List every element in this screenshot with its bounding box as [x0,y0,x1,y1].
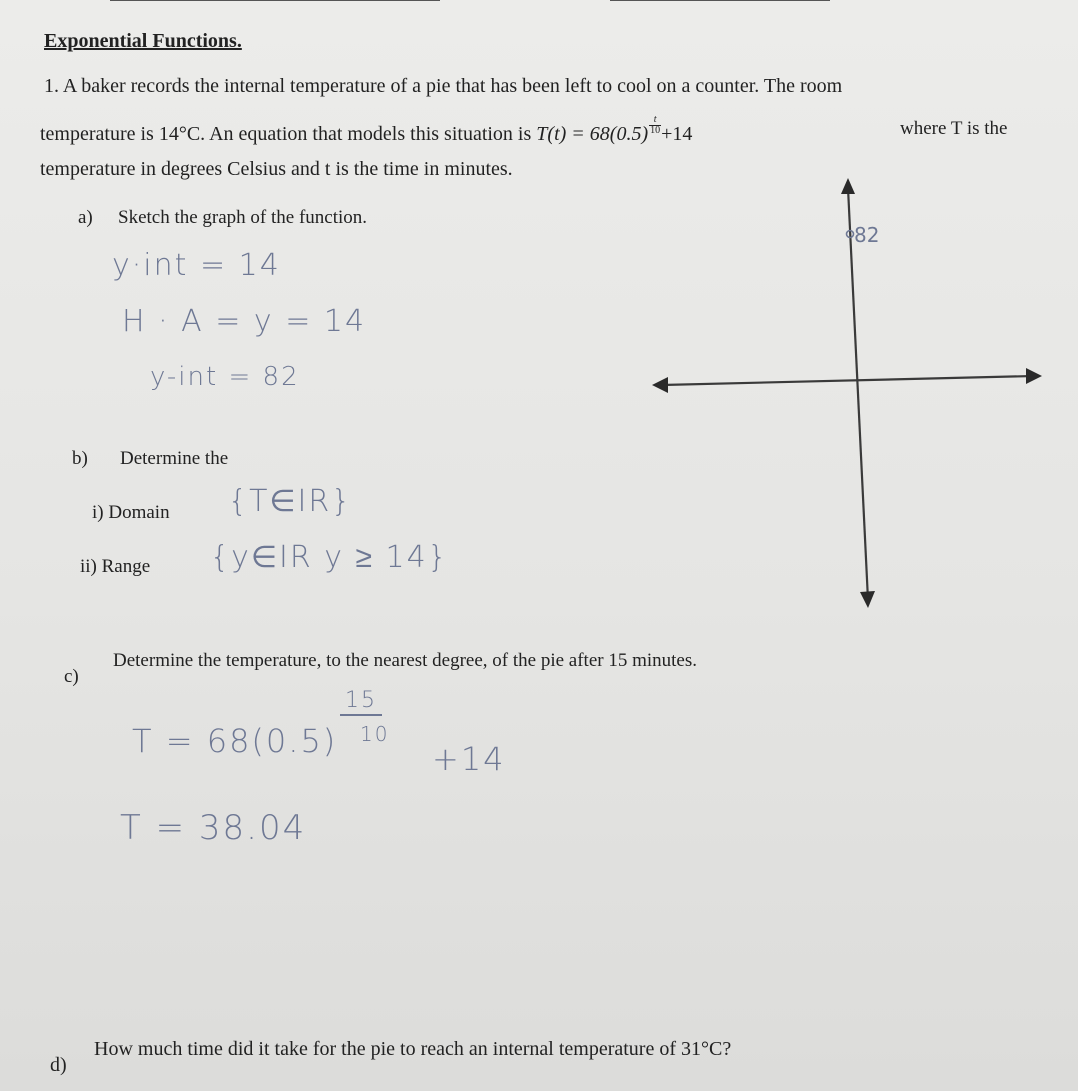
hw-c-line2: T = 38.04 [120,808,307,848]
domain-label: i) Domain [92,502,170,523]
question1-line2 [40,114,693,146]
part-d-label: d) [50,1054,67,1076]
y-axis-arrow-down [860,591,875,608]
hw-c-line1-right: +14 [432,740,506,778]
hw-c-line1-left: T = 68(0.5) [132,722,338,760]
hw-c-exp-bar [340,714,382,716]
hw-a-line1: y·int = 14 [112,248,281,283]
equation-left: T(t) = 68(0.5) [536,123,649,145]
equation-exp-den: 10 [650,125,661,136]
equation-exp-num: t [653,114,657,125]
question1-line3: temperature in degrees Celsius and t is the time in minutes. [40,158,513,180]
question1-line2-suffix: where T is the [900,118,1008,139]
part-a-label: a) [78,207,93,228]
equation-exponent [649,115,661,136]
hw-c-exp-num: 15 [345,688,377,713]
top-rule-right [610,0,830,1]
y-axis-arrow-up [841,178,855,194]
hw-a-line2: H · A = y = 14 [122,304,367,339]
part-c-text: Determine the temperature, to the nearest degree, of the pie after 15 minutes. [113,650,697,671]
x-axis [652,368,1042,393]
part-d-text: How much time did it take for the pie to reach an internal temperature of 31°C? [94,1038,732,1060]
x-axis-arrow-left [652,377,668,393]
graph-sketch [640,170,1060,620]
range-label: ii) Range [80,556,151,577]
part-b-text: Determine the [120,448,229,469]
hw-c-exp-den: 10 [360,722,390,746]
question1-equation [536,114,693,146]
part-c-label: c) [64,666,79,687]
worksheet-title: Exponential Functions. [44,30,242,52]
question1-line2-prefix: temperature is 14°C. An equation that models this situation is [40,123,537,145]
part-a-text: Sketch the graph of the function. [118,207,368,228]
top-rule-left [110,0,440,1]
hw-range-answer: {y∈IR y ≥ 14} [210,540,449,575]
hw-domain-answer: {T∈IR} [228,484,353,519]
part-b-label: b) [72,448,88,469]
graph-label-82: 82 [854,223,880,247]
x-axis-arrow-right [1026,368,1042,384]
equation-right: +14 [661,123,693,145]
hw-a-line3: y-int = 82 [150,362,300,392]
question1-line1: 1. A baker records the internal temperature of a pie that has been left to cool on a counter. The room [44,75,843,97]
